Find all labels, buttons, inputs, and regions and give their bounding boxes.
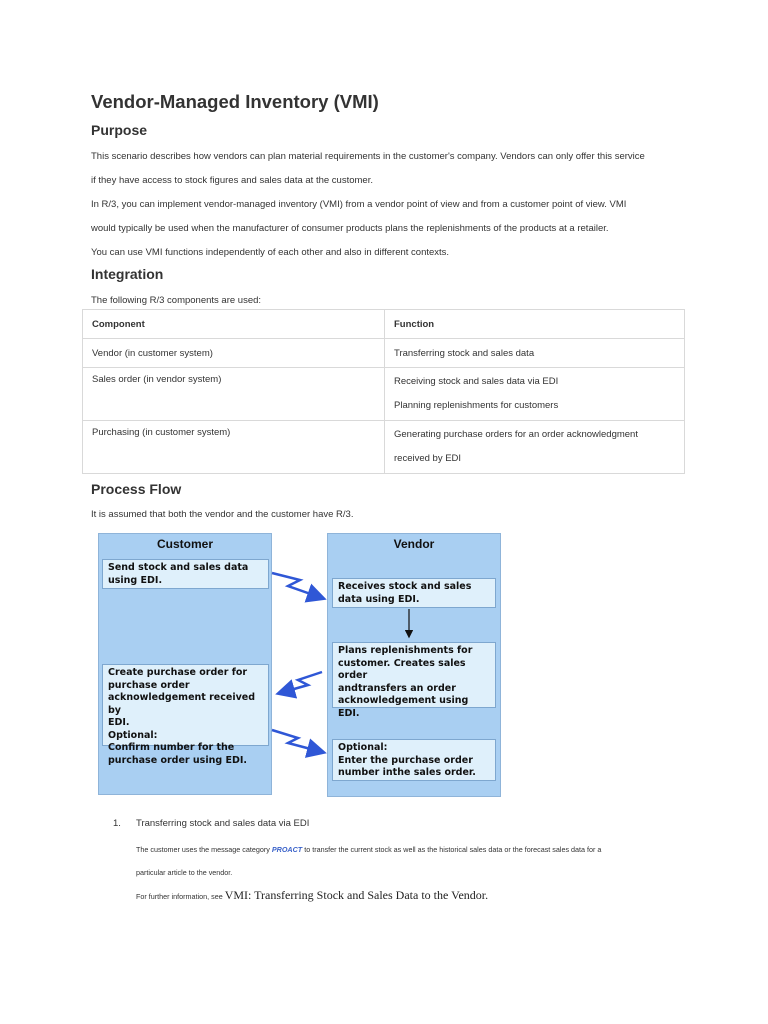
purpose-line-5: You can use VMI functions independently of each other and also in different contexts. <box>91 247 450 258</box>
table-header-function: Function <box>385 310 685 339</box>
list-item: Transferring stock and sales data via EDI <box>136 818 310 829</box>
proact-link[interactable]: PROACT <box>271 845 303 854</box>
list-description-line-2: particular article to the vendor. <box>136 868 233 877</box>
table-header-component: Component <box>83 310 385 339</box>
function-line: received by EDI <box>394 453 462 464</box>
purpose-line-4: would typically be used when the manufacturer of consumer products plans the replenishments of the products at a retailer. <box>91 223 609 234</box>
customer-send-data-box: Send stock and sales data using EDI. <box>102 559 269 589</box>
purpose-line-2: if they have access to stock figures and sales data at the customer. <box>91 175 373 186</box>
table-cell-function: Transferring stock and sales data <box>385 339 685 368</box>
further-info-reference[interactable]: VMI: Transferring Stock and Sales Data to the Vendor. <box>224 888 489 902</box>
list-description-line-1: The customer uses the message category PROACT to transfer the current stock as well as the historical sales data or the forecast sales data for a <box>136 845 602 854</box>
table-cell-component: Sales order (in vendor system) <box>83 368 385 421</box>
process-flow-intro: It is assumed that both the vendor and the customer have R/3. <box>91 509 354 520</box>
vendor-optional-box: Optional: Enter the purchase order number inthe sales order. <box>332 739 496 781</box>
function-line: Generating purchase orders for an order acknowledgment <box>394 429 638 440</box>
edi-arrow-to-vendor <box>272 573 322 598</box>
purpose-line-1: This scenario describes how vendors can plan material requirements in the customer's company. Vendors can only offer this service <box>91 151 645 162</box>
customer-header: Customer <box>156 537 213 551</box>
function-line: Receiving stock and sales data via EDI <box>394 376 559 387</box>
vendor-plans-box: Plans replenishments for customer. Creates sales order andtransfers an order acknowledgement using EDI. <box>332 642 496 708</box>
function-line: Planning replenishments for customers <box>394 400 559 411</box>
customer-create-po-box: Create purchase order for purchase order acknowledgement received by EDI. Optional: Confirm number for the purchase order using EDI. <box>102 664 269 746</box>
table-cell-component: Vendor (in customer system) <box>83 339 385 368</box>
vendor-receive-data-box: Receives stock and sales data using EDI. <box>332 578 496 608</box>
page-title: Vendor-Managed Inventory (VMI) <box>91 91 379 112</box>
table-cell-component: Purchasing (in customer system) <box>83 421 385 474</box>
integration-heading: Integration <box>91 266 164 282</box>
edi-arrow-confirm-number <box>272 730 322 752</box>
integration-intro: The following R/3 components are used: <box>91 295 262 306</box>
edi-arrow-to-customer <box>280 672 322 693</box>
process-flow-heading: Process Flow <box>91 481 182 497</box>
vendor-header: Vendor <box>393 537 435 551</box>
further-info: For further information, see VMI: Transferring Stock and Sales Data to the Vendor. <box>136 888 489 902</box>
purpose-heading: Purpose <box>91 122 148 138</box>
purpose-line-3: In R/3, you can implement vendor-managed inventory (VMI) from a vendor point of view and from a customer point of view. VMI <box>91 199 627 210</box>
list-number: 1. <box>113 818 121 829</box>
